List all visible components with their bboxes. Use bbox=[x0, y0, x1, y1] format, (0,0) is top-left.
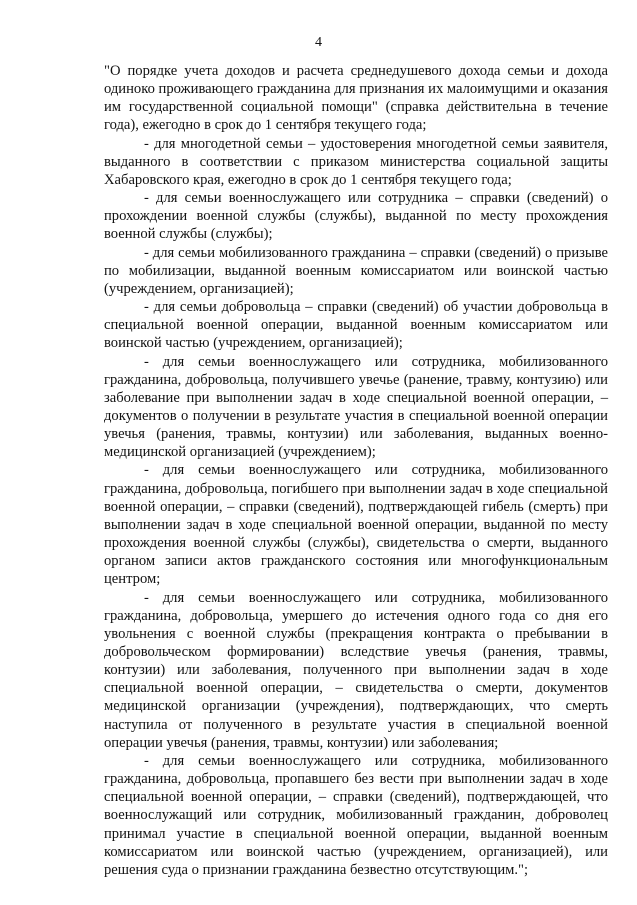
list-item-missing-family: - для семьи военнослужащего или сотрудника, мобилизованного гражданина, добровольца, пропавшего без вести при выполнении задач в ходе специальной военной операции, – справки (сведений), подтверждающей, что военнослужащий или сотрудник, мобилизованный гражданин, доброволец принимал участие в специальной военной операции, выданной военным комиссариатом или воинской частью (учреждением, организацией), или решения суда о признании гражданина безвестно отсутствующим."; bbox=[104, 752, 608, 878]
page-number: 4 bbox=[315, 35, 322, 50]
list-item-injured-family: - для семьи военнослужащего или сотрудника, мобилизованного гражданина, добровольца, получившего увечье (ранение, травму, контузию) или заболевание при выполнении задач в ходе специальной военной операции, – документов о получении в результате участия в специальной военной операции увечья (ранения, травмы, контузии) или заболевания, выданных военно-медицинской организацией (учреждением); bbox=[104, 353, 608, 461]
list-item-volunteer-family: - для семьи добровольца – справки (сведений) об участии добровольца в специальной военной операции, выданной военным комиссариатом или воинской частью (учреждением, организацией); bbox=[104, 299, 608, 352]
document-body bbox=[104, 62, 608, 879]
paragraph-continuation: "О порядке учета доходов и расчета среднедушевого дохода семьи и дохода одиноко проживающего гражданина для признания их малоимущими и оказания им государственной социальной помощи" (справка действительна в течение года), ежегодно в срок до 1 сентября текущего года; bbox=[104, 63, 608, 134]
list-item-serviceman-family: - для семьи военнослужащего или сотрудника – справки (сведений) о прохождении военной службы (службы), выданной по месту прохождения военной службы (службы); bbox=[104, 190, 608, 243]
list-item-killed-family: - для семьи военнослужащего или сотрудника, мобилизованного гражданина, добровольца, погибшего при выполнении задач в ходе специальной военной операции, – справки (сведений), подтверждающей гибель (смерть) при выполнении задач в ходе специальной военной операции, выданной по месту прохождения военной службы (службы), свидетельства о смерти, выданного органом записи актов гражданского состояния или многофункциональным центром; bbox=[104, 462, 608, 588]
list-item-died-after-discharge-family: - для семьи военнослужащего или сотрудника, мобилизованного гражданина, добровольца, умершего до истечения одного года со дня его увольнения с военной службы (прекращения контракта о пребывании в добровольческом формировании) вследствие увечья (ранения, травмы, контузии) или заболевания, полученного при выполнении задач в ходе специальной военной операции, – свидетельства о смерти, документов медицинской организации (учреждения), подтверждающих, что смерть наступила от полученного в результате участия в специальной военной операции увечья (ранения, травмы, контузии) или заболевания; bbox=[104, 589, 608, 751]
list-item-large-family: - для многодетной семьи – удостоверения многодетной семьи заявителя, выданного в соответствии с приказом министерства социальной защиты Хабаровского края, ежегодно в срок до 1 сентября текущего года; bbox=[104, 135, 608, 188]
list-item-mobilized-family: - для семьи мобилизованного гражданина – справки (сведений) о призыве по мобилизации, выданной военным комиссариатом или воинской частью (учреждением, организацией); bbox=[104, 244, 608, 297]
